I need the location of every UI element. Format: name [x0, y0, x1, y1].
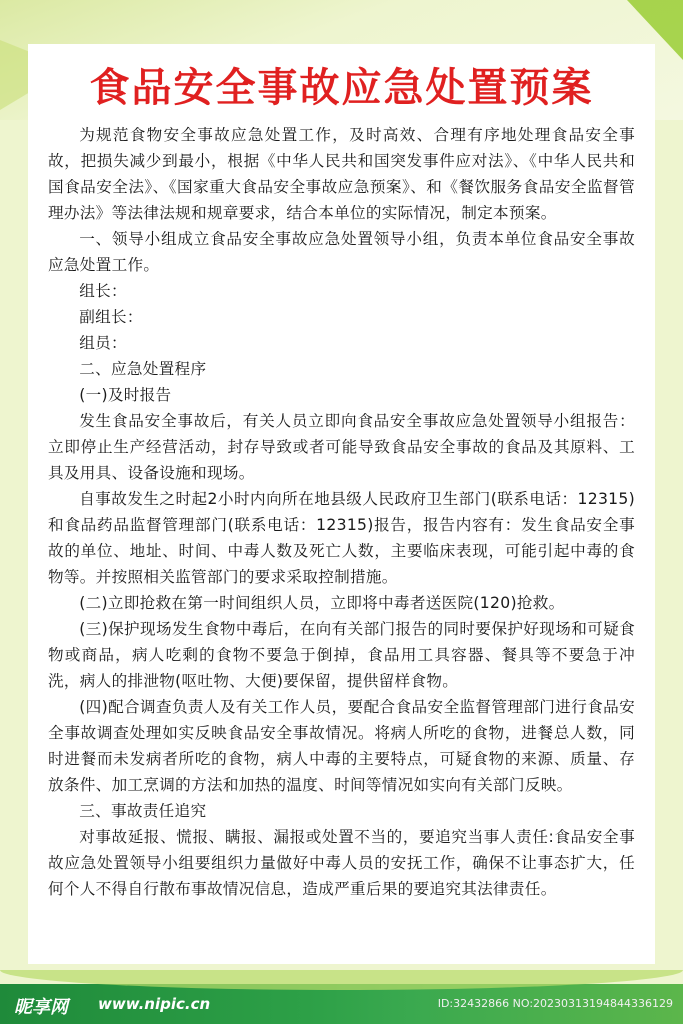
heading-section-2: 二、应急处置程序: [79, 360, 207, 378]
watermark-logo: 昵享网: [14, 997, 68, 1018]
paragraph-report-2: 自事故发生之时起2小时内向所在地县级人民政府卫生部门(联系电话：12315)和食品药品监督管理部门(联系电话：12315)报告，报告内容有：发生食品安全事故的单位、地址、时间、中毒人数及死亡人数，主要临床表现，可能引起中毒的食物等。并按照相关监管部门的要求采取控制措施。: [48, 490, 635, 586]
field-leader: 组长：: [79, 282, 127, 300]
paragraph-cooperate: (四)配合调查负责人及有关工作人员，要配合食品安全监督管理部门进行食品安全事故调查处理如实反映食品安全事故情况。将病人所吃的食物，进餐总人数，同时进餐而未发病者所吃的食物，病人中毒的主要特点，可疑食物的来源、质量、存放条件、加工烹调的方法和加热的温度、时间等情况如实向有关部门反映。: [48, 698, 635, 794]
watermark-id: ID:32432866 NO:20230313194844336129: [437, 997, 673, 1010]
paragraph-intro: 为规范食物安全事故应急处置工作，及时高效、合理有序地处理食品安全事故，把损失减少到最小，根据《中华人民共和国突发事件应对法》、《中华人民共和国食品安全法》、《国家重大食品安全事故应急预案》、和《餐饮服务食品安全监督管理办法》等法律法规和规章要求，结合本单位的实际情况，制定本预案。: [48, 126, 635, 222]
heading-section-3: 三、事故责任追究: [79, 802, 207, 820]
bottom-curve: [0, 970, 683, 990]
watermark-url: www.nipic.cn: [98, 995, 211, 1013]
page-title: 食品安全事故应急处置预案: [89, 65, 594, 111]
paragraph-report-1: 发生食品安全事故后，有关人员立即向食品安全事故应急处置领导小组报告：立即停止生产经营活动，封存导致或者可能导致食品安全事故的食品及其原料、工具及用具、设备设施和现场。: [48, 412, 635, 482]
paragraph-protect-scene: (三)保护现场发生食物中毒后，在向有关部门报告的同时要保护好现场和可疑食物或商品，病人吃剩的食物不要急于倒掉，食品用工具容器、餐具等不要急于冲洗，病人的排泄物(呕吐物、大便)要保留，提供留样食物。: [48, 620, 635, 690]
paragraph-section-1: 一、领导小组成立食品安全事故应急处置领导小组，负责本单位食品安全事故应急处置工作。: [48, 230, 635, 274]
heading-subsection-1: (一)及时报告: [79, 386, 172, 404]
field-members: 组员：: [79, 334, 127, 352]
field-deputy-leader: 副组长：: [79, 308, 143, 326]
paragraph-accountability: 对事故延报、慌报、瞒报、漏报或处置不当的，要追究当事人责任:食品安全事故应急处置领导小组要组织力量做好中毒人员的安抚工作，确保不让事态扩大，任何个人不得自行散布事故情况信息，造成严重后果的要追究其法律责任。: [48, 828, 635, 898]
paragraph-rescue: (二)立即抢救在第一时间组织人员，立即将中毒者送医院(120)抢救。: [79, 594, 565, 612]
document-panel: [28, 44, 655, 964]
